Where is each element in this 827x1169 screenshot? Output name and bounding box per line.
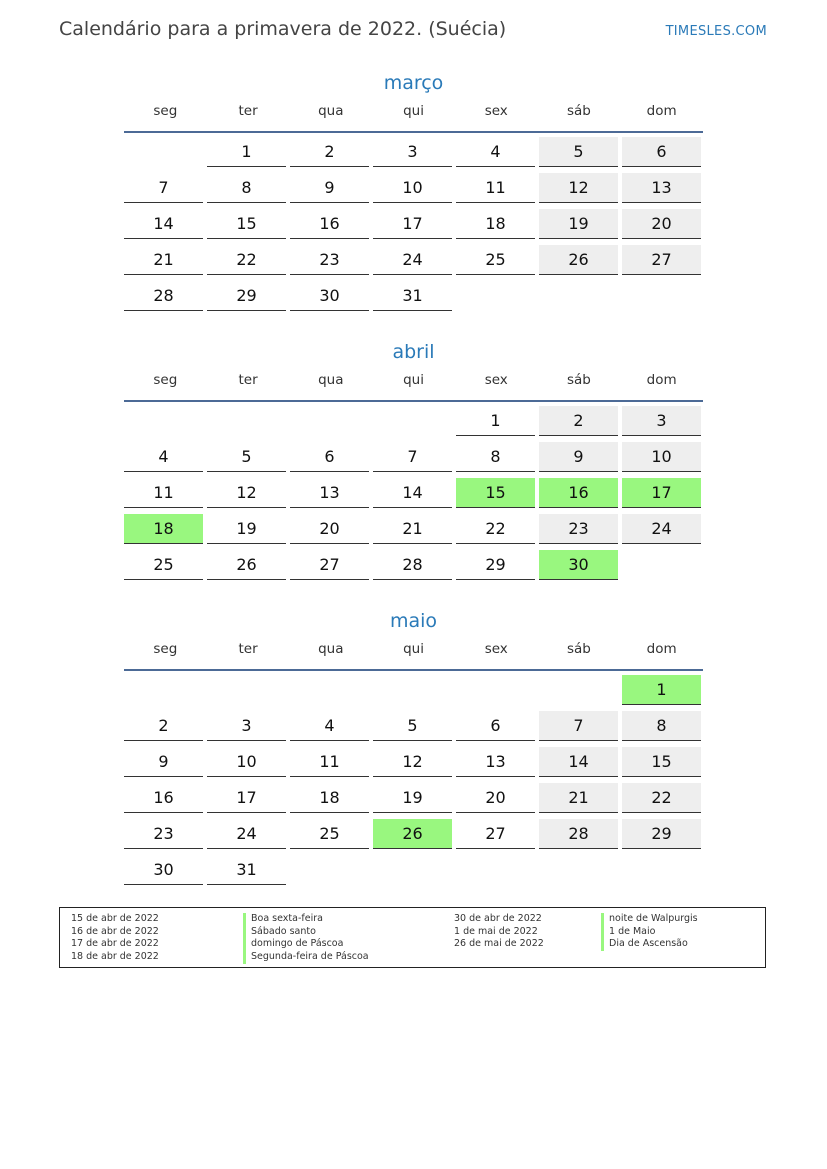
- day-cell: 4: [124, 442, 203, 472]
- day-cell: 2: [124, 711, 203, 741]
- day-cell: 27: [456, 819, 535, 849]
- weekday-label: dom: [646, 641, 677, 657]
- legend-holiday-name: domingo de Páscoa: [243, 938, 369, 951]
- day-grid: [124, 133, 705, 317]
- legend-date: 15 de abr de 2022: [71, 913, 159, 924]
- day-cell: 10: [207, 747, 286, 777]
- day-cell: 13: [456, 747, 535, 777]
- day-cell: 1: [456, 406, 535, 436]
- day-cell: 27: [290, 550, 369, 580]
- weekend-day-cell: 7: [539, 711, 618, 741]
- weekday-label: sex: [484, 103, 508, 119]
- weekday-header: [124, 635, 703, 671]
- day-cell: 26: [207, 550, 286, 580]
- weekday-label: seg: [153, 372, 178, 388]
- day-cell: 11: [124, 478, 203, 508]
- weekday-label: ter: [238, 103, 258, 119]
- day-cell: 5: [207, 442, 286, 472]
- legend-date: 16 de abr de 2022: [71, 925, 159, 937]
- weekend-day-cell: 26: [539, 245, 618, 275]
- legend-holiday-name: Sábado santo: [243, 926, 369, 939]
- month-title: abril: [392, 341, 435, 363]
- day-cell: 17: [207, 783, 286, 813]
- day-cell: 19: [373, 783, 452, 813]
- month-april: [124, 338, 703, 586]
- day-cell: 18: [456, 209, 535, 239]
- day-cell: 3: [207, 711, 286, 741]
- weekend-day-cell: 2: [539, 406, 618, 436]
- day-cell: 11: [290, 747, 369, 777]
- weekday-label: seg: [153, 103, 178, 119]
- legend-holiday-name: Dia de Ascensão: [601, 938, 698, 951]
- empty-cell: [373, 406, 452, 436]
- day-cell: 22: [207, 245, 286, 275]
- weekday-label: sex: [484, 641, 508, 657]
- legend-dates-left: [71, 913, 159, 964]
- day-cell: 15: [207, 209, 286, 239]
- day-cell: 28: [373, 550, 452, 580]
- page-title: Calendário para a primavera de 2022. (Suécia): [59, 18, 507, 40]
- day-cell: 9: [124, 747, 203, 777]
- weekend-day-cell: 9: [539, 442, 618, 472]
- day-cell: 22: [456, 514, 535, 544]
- day-cell: 12: [373, 747, 452, 777]
- weekday-label: ter: [238, 641, 258, 657]
- empty-cell: [207, 675, 286, 705]
- day-cell: 23: [124, 819, 203, 849]
- holiday-day-cell: 30: [539, 550, 618, 580]
- day-cell: 21: [373, 514, 452, 544]
- empty-cell: [290, 675, 369, 705]
- day-cell: 14: [124, 209, 203, 239]
- day-cell: 29: [456, 550, 535, 580]
- weekend-day-cell: 23: [539, 514, 618, 544]
- empty-cell: [124, 137, 203, 167]
- weekday-label: qui: [403, 641, 424, 657]
- day-cell: 31: [207, 855, 286, 885]
- weekday-label: dom: [646, 372, 677, 388]
- month-title: maio: [389, 610, 438, 632]
- empty-cell: [207, 406, 286, 436]
- weekend-day-cell: 19: [539, 209, 618, 239]
- day-cell: 12: [207, 478, 286, 508]
- day-cell: 23: [290, 245, 369, 275]
- weekday-label: ter: [238, 372, 258, 388]
- day-cell: 19: [207, 514, 286, 544]
- legend-names-left: [243, 913, 369, 964]
- day-cell: 29: [207, 281, 286, 311]
- legend-holiday-name: Boa sexta-feira: [243, 913, 369, 926]
- weekday-label: sáb: [567, 641, 591, 657]
- weekday-label: qua: [318, 103, 344, 119]
- holiday-day-cell: 15: [456, 478, 535, 508]
- empty-cell: [290, 406, 369, 436]
- day-cell: 30: [290, 281, 369, 311]
- month-may: [124, 607, 703, 891]
- day-cell: 7: [124, 173, 203, 203]
- day-cell: 18: [290, 783, 369, 813]
- weekend-day-cell: 21: [539, 783, 618, 813]
- day-cell: 1: [207, 137, 286, 167]
- weekend-day-cell: 15: [622, 747, 701, 777]
- day-cell: 31: [373, 281, 452, 311]
- weekday-label: sáb: [567, 372, 591, 388]
- day-cell: 6: [290, 442, 369, 472]
- legend-holiday-name: Segunda-feira de Páscoa: [243, 951, 369, 964]
- day-cell: 7: [373, 442, 452, 472]
- holiday-day-cell: 18: [124, 514, 203, 544]
- day-cell: 14: [373, 478, 452, 508]
- weekday-label: seg: [153, 641, 178, 657]
- weekend-day-cell: 13: [622, 173, 701, 203]
- weekday-header: [124, 366, 703, 402]
- day-cell: 25: [290, 819, 369, 849]
- legend-date: 1 de mai de 2022: [454, 925, 538, 937]
- day-cell: 8: [207, 173, 286, 203]
- day-cell: 28: [124, 281, 203, 311]
- weekend-day-cell: 6: [622, 137, 701, 167]
- legend-date: 26 de mai de 2022: [454, 938, 544, 950]
- day-cell: 20: [290, 514, 369, 544]
- day-cell: 2: [290, 137, 369, 167]
- weekend-day-cell: 22: [622, 783, 701, 813]
- day-grid: [124, 671, 705, 891]
- weekend-day-cell: 28: [539, 819, 618, 849]
- weekend-day-cell: 8: [622, 711, 701, 741]
- legend-date: 17 de abr de 2022: [71, 938, 159, 950]
- day-cell: 24: [207, 819, 286, 849]
- holiday-day-cell: 17: [622, 478, 701, 508]
- legend-date: 30 de abr de 2022: [454, 913, 542, 924]
- day-cell: 30: [124, 855, 203, 885]
- empty-cell: [456, 675, 535, 705]
- day-cell: 25: [456, 245, 535, 275]
- legend-date: 18 de abr de 2022: [71, 951, 159, 963]
- weekday-header: [124, 97, 703, 133]
- day-cell: 11: [456, 173, 535, 203]
- weekend-day-cell: 27: [622, 245, 701, 275]
- weekend-day-cell: 12: [539, 173, 618, 203]
- empty-cell: [124, 406, 203, 436]
- weekend-day-cell: 20: [622, 209, 701, 239]
- weekday-label: qui: [403, 372, 424, 388]
- day-cell: 4: [456, 137, 535, 167]
- weekend-day-cell: 3: [622, 406, 701, 436]
- weekday-label: dom: [646, 103, 677, 119]
- day-cell: 16: [290, 209, 369, 239]
- day-cell: 4: [290, 711, 369, 741]
- day-cell: 13: [290, 478, 369, 508]
- day-cell: 16: [124, 783, 203, 813]
- day-cell: 25: [124, 550, 203, 580]
- weekend-day-cell: 29: [622, 819, 701, 849]
- brand-link[interactable]: TIMESLES.COM: [665, 24, 767, 39]
- month-title: março: [383, 72, 444, 94]
- empty-cell: [124, 675, 203, 705]
- weekend-day-cell: 5: [539, 137, 618, 167]
- legend-holiday-name: 1 de Maio: [601, 926, 698, 939]
- weekday-label: qua: [318, 372, 344, 388]
- holiday-day-cell: 26: [373, 819, 452, 849]
- day-cell: 17: [373, 209, 452, 239]
- weekday-label: qui: [403, 103, 424, 119]
- legend-dates-right: [454, 913, 544, 951]
- weekend-day-cell: 14: [539, 747, 618, 777]
- holiday-day-cell: 16: [539, 478, 618, 508]
- holiday-legend: [59, 907, 766, 968]
- holiday-day-cell: 1: [622, 675, 701, 705]
- weekend-day-cell: 10: [622, 442, 701, 472]
- day-cell: 20: [456, 783, 535, 813]
- day-cell: 8: [456, 442, 535, 472]
- day-cell: 3: [373, 137, 452, 167]
- day-cell: 5: [373, 711, 452, 741]
- day-grid: [124, 402, 705, 586]
- month-march: [124, 69, 703, 317]
- weekday-label: sex: [484, 372, 508, 388]
- legend-names-right: [601, 913, 698, 951]
- day-cell: 9: [290, 173, 369, 203]
- weekday-label: sáb: [567, 103, 591, 119]
- day-cell: 21: [124, 245, 203, 275]
- day-cell: 24: [373, 245, 452, 275]
- weekend-day-cell: 24: [622, 514, 701, 544]
- weekday-label: qua: [318, 641, 344, 657]
- day-cell: 10: [373, 173, 452, 203]
- legend-holiday-name: noite de Walpurgis: [601, 913, 698, 926]
- empty-cell: [373, 675, 452, 705]
- day-cell: 6: [456, 711, 535, 741]
- empty-cell: [539, 675, 618, 705]
